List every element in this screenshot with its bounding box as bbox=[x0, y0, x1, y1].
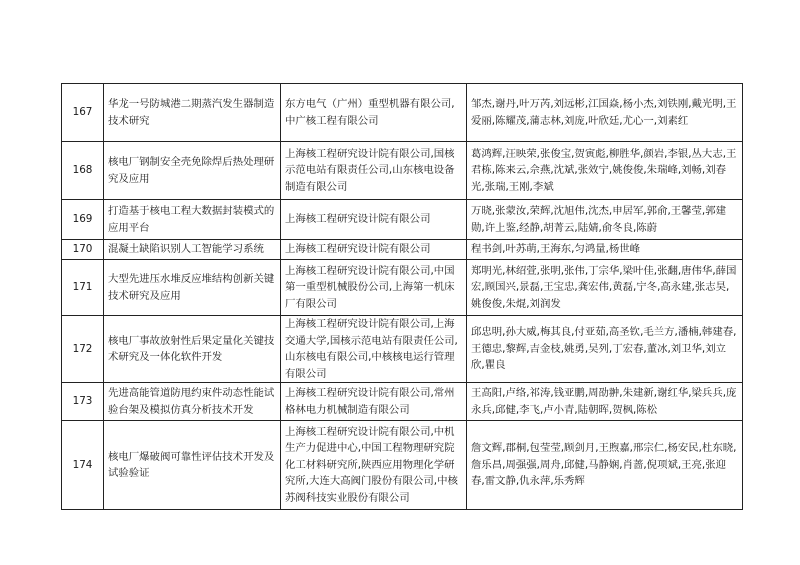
completing-units: 东方电气（广州）重型机器有限公司,中广核工程有限公司 bbox=[281, 84, 467, 142]
project-title: 混凝土缺陷识别人工智能学习系统 bbox=[104, 240, 281, 260]
project-title: 大型先进压水堆反应堆结构创新关键技术研究及应用 bbox=[104, 260, 281, 316]
table-row bbox=[62, 200, 743, 240]
project-title: 华龙一号防城港二期蒸汽发生器制造技术研究 bbox=[104, 84, 281, 142]
table-row bbox=[62, 383, 743, 421]
completing-people: 邱忠明,孙大威,梅其良,付亚茹,高圣钦,毛兰方,潘楠,韩建春,王德忠,黎辉,吉金枝,姚勇,吴列,丁宏春,董冰,刘卫华,刘立欣,瞿良 bbox=[467, 316, 743, 383]
completing-people: 程书剑,叶苏萌,王海东,匀鸿量,杨世峰 bbox=[467, 240, 743, 260]
project-title: 核电厂爆破阀可靠性评估技术开发及试验验证 bbox=[104, 421, 281, 510]
table-row bbox=[62, 142, 743, 200]
row-number: 168 bbox=[62, 142, 104, 200]
row-number: 172 bbox=[62, 316, 104, 383]
completing-units: 上海核工程研究设计院有限公司,中国第一重型机械股份公司,上海第一机床厂有限公司 bbox=[281, 260, 467, 316]
completing-people: 邹杰,谢丹,叶万芮,刘远彬,江国焱,杨小杰,刘铁刚,戴光明,王爱丽,陈耀茂,蒲志林,刘庞,叶欣廷,尤心一,刘素红 bbox=[467, 84, 743, 142]
project-title: 核电厂钢制安全壳免除焊后热处理研究及应用 bbox=[104, 142, 281, 200]
completing-people: 郑明光,林绍萱,张明,张伟,丁宗华,梁叶佳,张翻,唐伟华,薛国宏,顾国兴,景磊,王宝忠,龚宏伟,黄磊,宁冬,高永建,张志昊,姚俊俊,朱焜,刘润发 bbox=[467, 260, 743, 316]
project-title: 打造基于核电工程大数据封装模式的应用平台 bbox=[104, 200, 281, 240]
row-number: 171 bbox=[62, 260, 104, 316]
completing-units: 上海核工程研究设计院有限公司,上海交通大学,国核示范电站有限责任公司,山东核电有限公司,中核核电运行管理有限公司 bbox=[281, 316, 467, 383]
row-number: 173 bbox=[62, 383, 104, 421]
row-number: 174 bbox=[62, 421, 104, 510]
project-title: 先进高能管道防甩约束件动态性能试验台架及模拟仿真分析技术开发 bbox=[104, 383, 281, 421]
completing-units: 上海核工程研究设计院有限公司,常州格林电力机械制造有限公司 bbox=[281, 383, 467, 421]
row-number: 170 bbox=[62, 240, 104, 260]
table-row bbox=[62, 84, 743, 142]
table-row bbox=[62, 260, 743, 316]
completing-units: 上海核工程研究设计院有限公司,中机生产力促进中心,中国工程物理研究院化工材料研究所,陕西应用物理化学研究所,大连大高阀门股份有限公司,中核苏阀科技实业股份有限公司 bbox=[281, 421, 467, 510]
completing-people: 万晓,张蒙汝,荣辉,沈旭伟,沈杰,申居军,郭俞,王馨莹,郭建勋,许上鉴,经静,胡菁云,陆婧,俞冬良,陈蔚 bbox=[467, 200, 743, 240]
completing-units: 上海核工程研究设计院有限公司,国核示范电站有限责任公司,山东核电设备制造有限公司 bbox=[281, 142, 467, 200]
completing-units: 上海核工程研究设计院有限公司 bbox=[281, 200, 467, 240]
project-title: 核电厂事故放射性后果定量化关键技术研究及一体化软件开发 bbox=[104, 316, 281, 383]
completing-units: 上海核工程研究设计院有限公司 bbox=[281, 240, 467, 260]
row-number: 169 bbox=[62, 200, 104, 240]
row-number: 167 bbox=[62, 84, 104, 142]
completing-people: 葛鸿辉,汪映荣,张俊宝,贺寅彪,柳胜华,颜岩,李银,丛大志,王君栋,陈来云,佘燕,沈斌,张效宁,姚俊俊,朱瑞峰,刘畅,刘春光,张瑞,王刚,李斌 bbox=[467, 142, 743, 200]
completing-people: 王高阳,卢络,祁涛,钱亚鹏,周劭翀,朱建新,谢红华,梁兵兵,庞永兵,邱健,李飞,卢小青,陆朝晖,贺枫,陈松 bbox=[467, 383, 743, 421]
table-row bbox=[62, 240, 743, 260]
table-row bbox=[62, 421, 743, 510]
award-table bbox=[61, 83, 743, 510]
completing-people: 詹文辉,郡桐,包莹莹,顾剑月,王煦嘉,邢宗仁,杨安民,杜东晓,詹乐昌,周强强,周舟,邱健,马静娴,肖蔷,倪项斌,王亮,张迎春,雷文静,仇永萍,乐秀辉 bbox=[467, 421, 743, 510]
table-row bbox=[62, 316, 743, 383]
